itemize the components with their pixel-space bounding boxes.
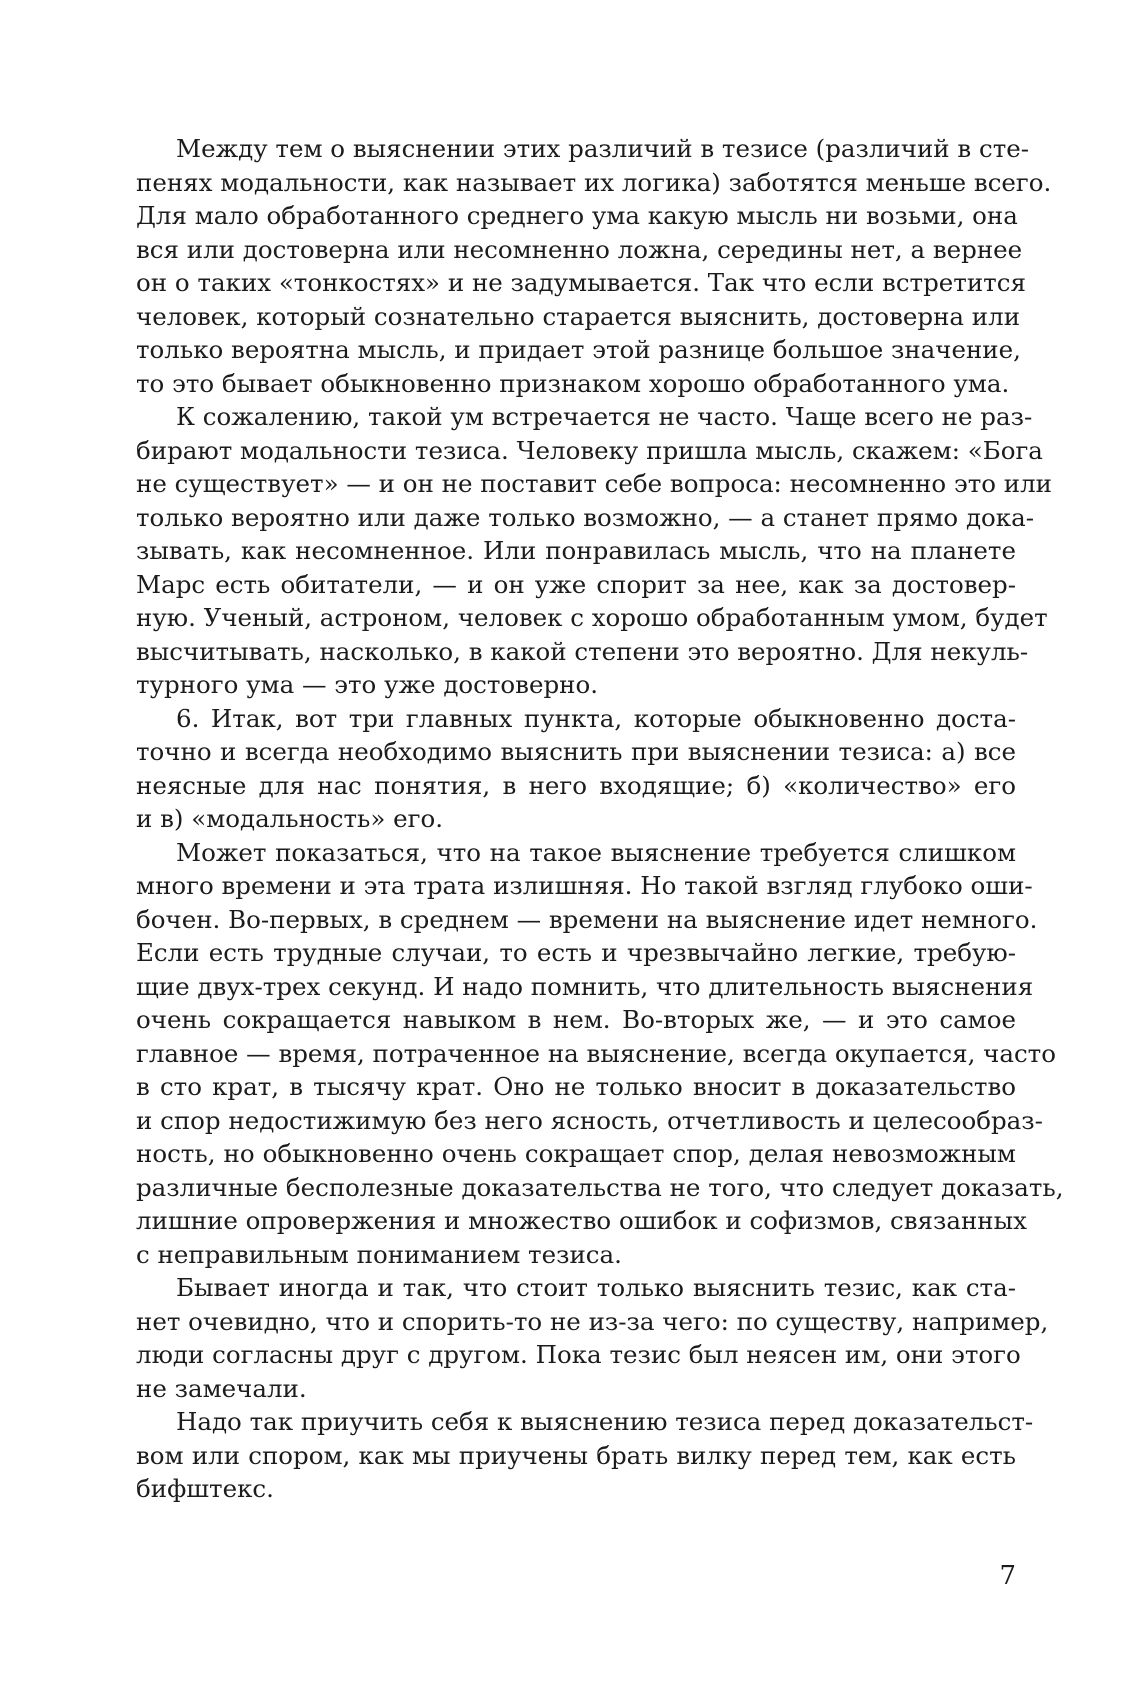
text-line: зывать, как несомненное. Или понравилась мысль, что на планете (136, 536, 1016, 565)
text-line: не замечали. (136, 1373, 307, 1403)
page-number: 7 (999, 1561, 1016, 1591)
text-line: Бывает иногда и так, что стоит только выяснить тезис, как ста- (176, 1273, 1016, 1302)
text-line: много времени и эта трата излишняя. Но такой взгляд глубоко оши- (136, 871, 1033, 900)
text-line: в сто крат, в тысячу крат. Оно не только вносит в доказательство (136, 1072, 1016, 1101)
text-line: пенях модальности, как называет их логика) заботятся меньше всего. (136, 167, 1052, 197)
text-line: высчитывать, насколько, в какой степени это вероятно. Для некуль- (136, 636, 1029, 666)
text-line: ную. Ученый, астроном, человек с хорошо обработанным умом, будет (136, 603, 1048, 632)
text-line: вом или спором, как мы приучены брать вилку перед тем, как есть (136, 1440, 1016, 1470)
text-line: Надо так приучить себя к выяснению тезиса перед доказательст- (176, 1407, 1034, 1436)
text-line: только вероятно или даже только возможно, — а станет прямо дока- (136, 502, 1034, 532)
text-line: человек, который сознательно старается выяснить, достоверна или (136, 301, 1021, 331)
body-text (136, 132, 1064, 1506)
text-line: бифштекс. (136, 1474, 274, 1503)
text-line: неясные для нас понятия, в него входящие; б) «количество» его (136, 770, 1016, 800)
text-line: вся или достоверна или несомненно ложна, середины нет, а вернее (136, 234, 1023, 264)
text-line: Для мало обработанного среднего ума какую мысль ни возьми, она (136, 201, 1018, 230)
text-line: лишние опровержения и множество ошибок и софизмов, связанных (136, 1206, 1027, 1235)
text-line: различные бесполезные доказательства не того, что следует доказать, (136, 1172, 1064, 1202)
text-line: то это бывает обыкновенно признаком хорошо обработанного ума. (136, 368, 1010, 398)
text-line: только вероятна мысль, и придает этой разнице большое значение, (136, 335, 1021, 364)
text-line: главное — время, потраченное на выяснение, всегда окупается, часто (136, 1038, 1056, 1068)
text-line: К сожалению, такой ум встречается не часто. Чаще всего не раз- (176, 402, 1033, 431)
text-line: люди согласны друг с другом. Пока тезис был неясен им, они этого (136, 1340, 1021, 1369)
text-line: Между тем о выяснении этих различий в тезисе (различий в сте- (176, 134, 1030, 163)
text-line: и спор недостижимую без него ясность, отчетливость и целесообраз- (136, 1105, 1043, 1135)
text-line: нет очевидно, что и спорить-то не из-за чего: по существу, например, (136, 1306, 1049, 1336)
text-line: турного ума — это уже достоверно. (136, 670, 599, 699)
text-line: очень сокращается навыком в нем. Во-вторых же, — и это самое (136, 1005, 1016, 1034)
text-line: с неправильным пониманием тезиса. (136, 1239, 622, 1269)
text-line: точно и всегда необходимо выяснить при выяснении тезиса: а) все (136, 737, 1016, 766)
text-line: щие двух-трех секунд. И надо помнить, что длительность выяснения (136, 971, 1034, 1001)
text-line: не существует» — и он не поставит себе вопроса: несомненно это или (136, 469, 1053, 498)
text-line: и в) «модальность» его. (136, 804, 443, 833)
text-line: 6. Итак, вот три главных пункта, которые обыкновенно доста- (176, 703, 1016, 733)
text-line: он о таких «тонкостях» и не задумывается. Так что если встретится (136, 268, 1026, 297)
text-line: Может показаться, что на такое выяснение требуется слишком (176, 837, 1016, 867)
text-line: ность, но обыкновенно очень сокращает спор, делая невозможным (136, 1139, 1016, 1168)
text-line: Марс есть обитатели, — и он уже спорит за нее, как за достовер- (136, 569, 1016, 599)
text-line: Если есть трудные случаи, то есть и чрезвычайно легкие, требую- (136, 938, 1016, 967)
text-line: бирают модальности тезиса. Человеку пришла мысль, скажем: «Бога (136, 435, 1043, 465)
text-line: бочен. Во-первых, в среднем — времени на выяснение идет немного. (136, 904, 1038, 934)
